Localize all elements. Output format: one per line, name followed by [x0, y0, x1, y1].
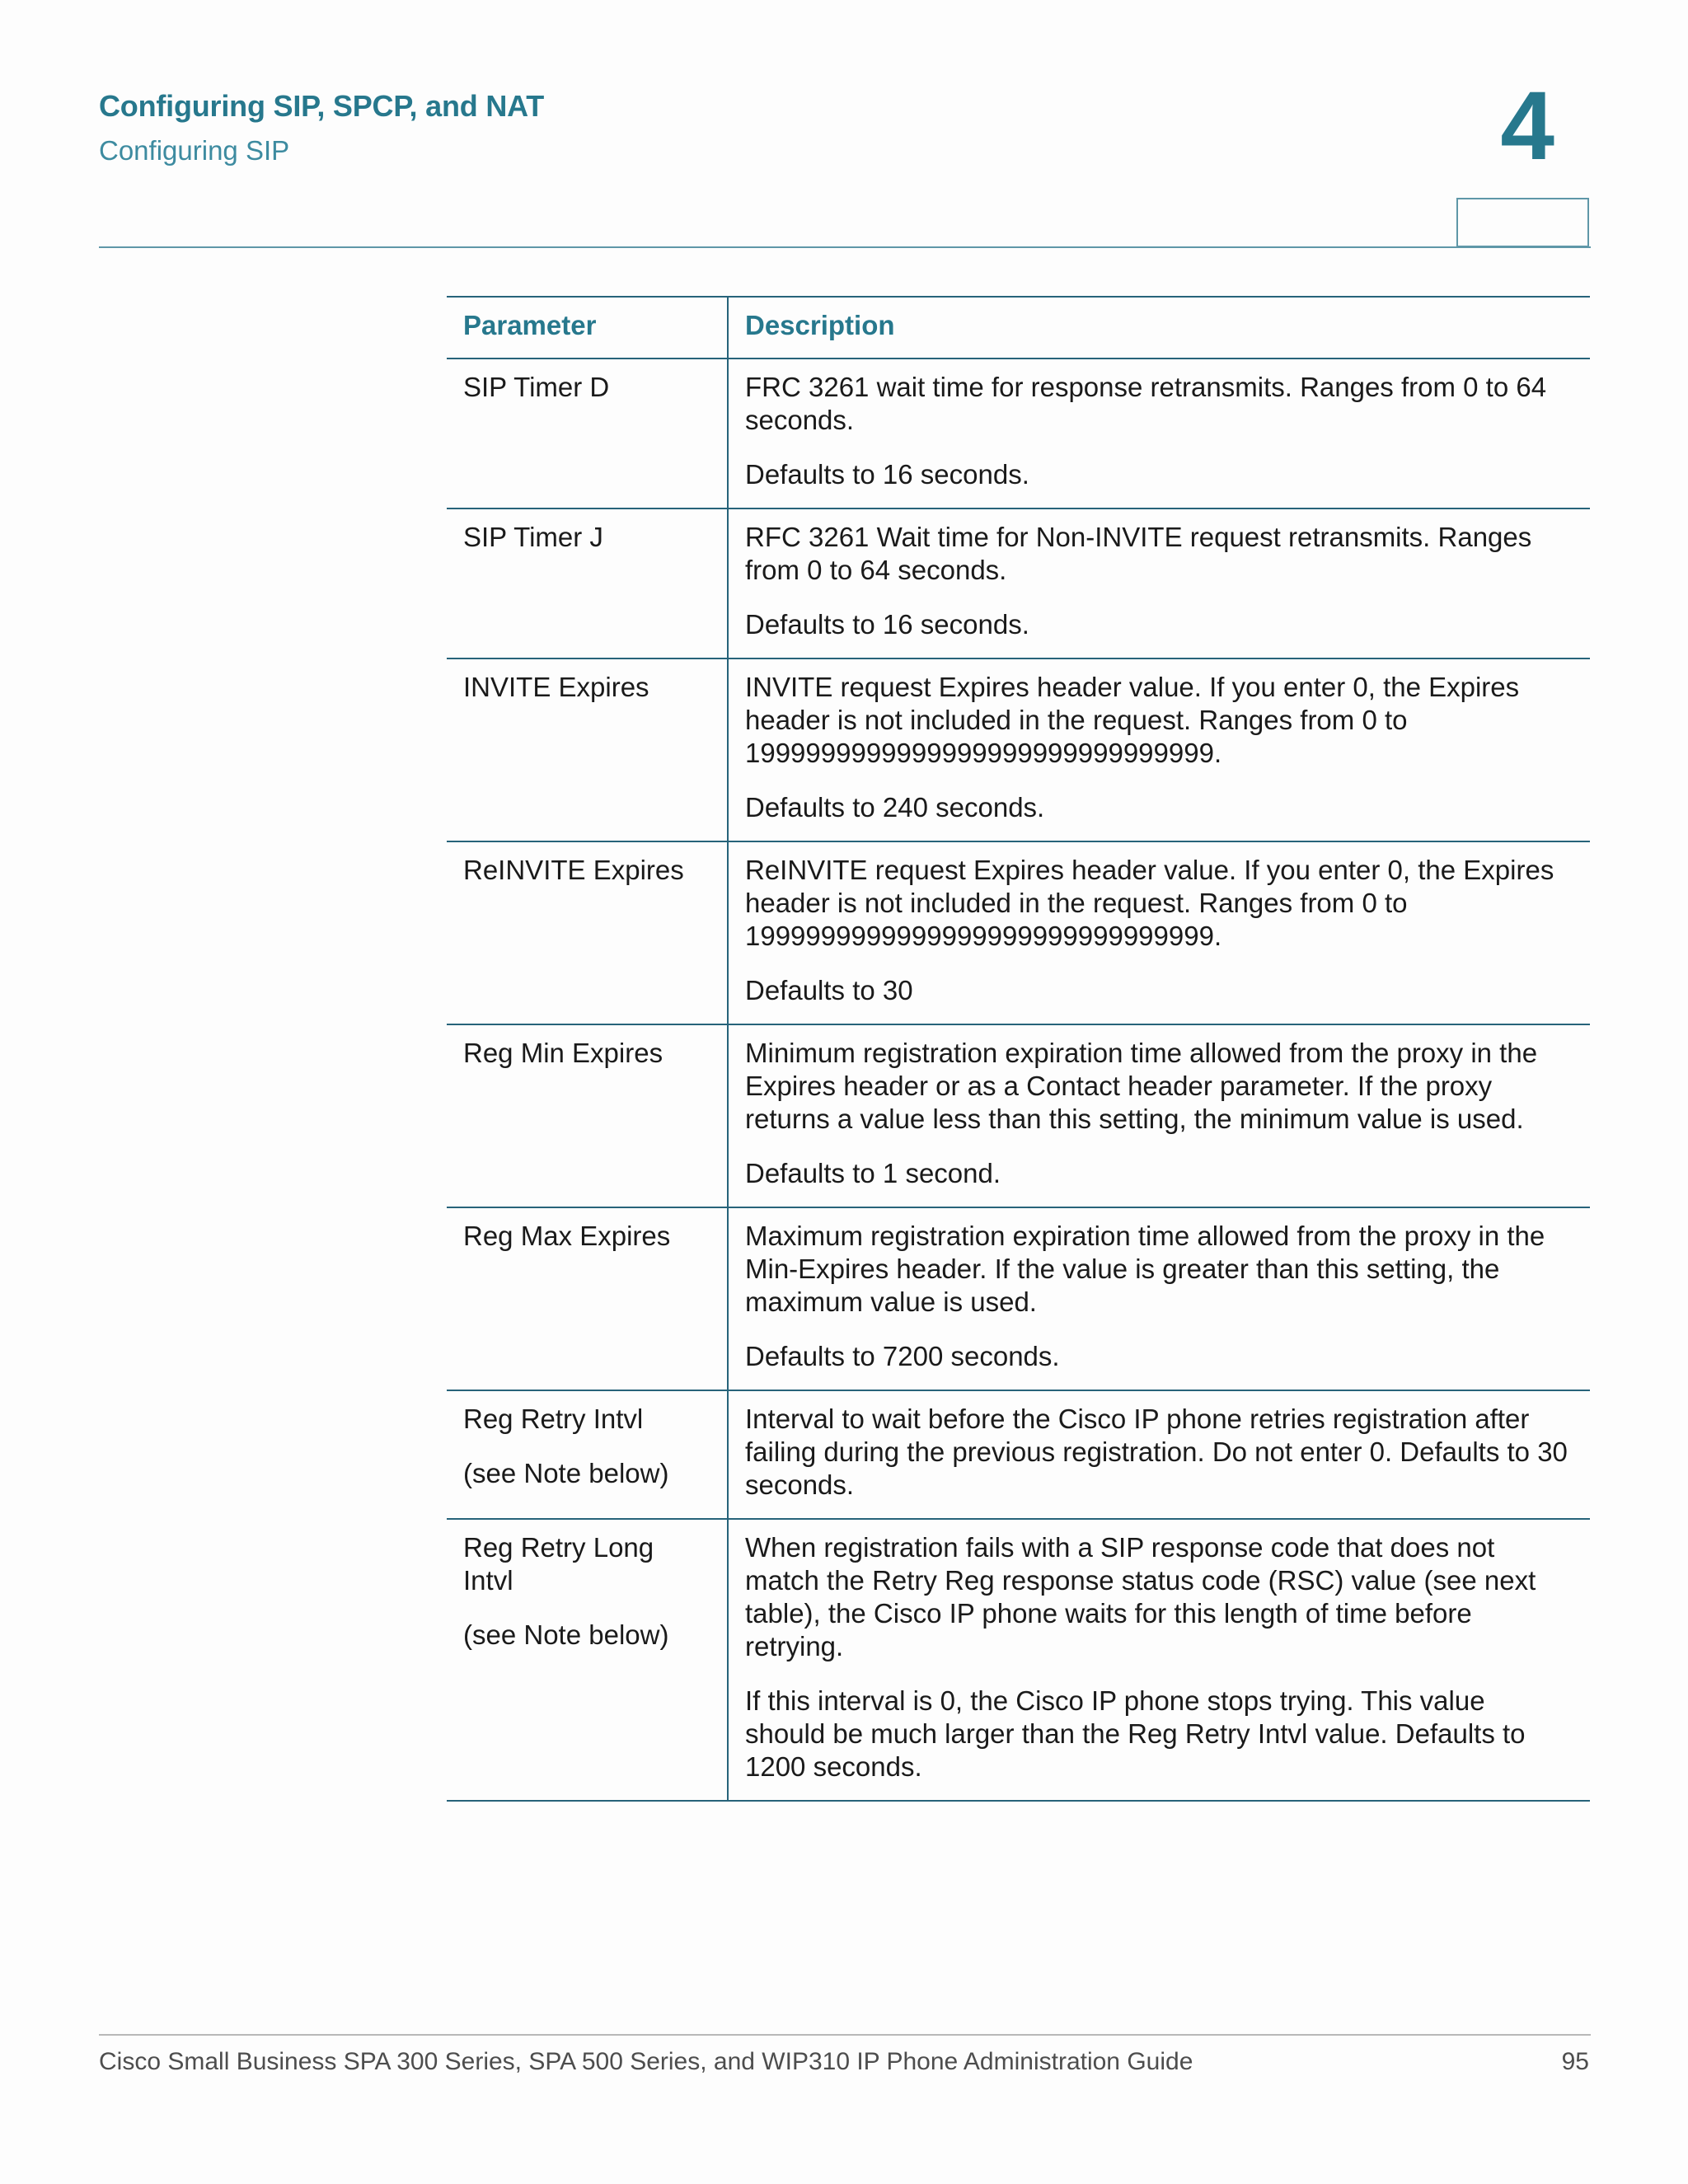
chapter-tab-box — [1456, 198, 1589, 247]
section-title: Configuring SIP — [99, 135, 290, 166]
description-cell — [728, 1207, 1590, 1390]
description-text: If this interval is 0, the Cisco IP phone stops trying. This value should be much larger than the Reg Retry Intvl value. Defaults to 1200 seconds. — [745, 1685, 1526, 1782]
parameter-text: Reg Min Expires — [463, 1038, 663, 1068]
description-text: When registration fails with a SIP response code that does not match the Retry Reg response status code (RSC) value (see next table), the Cisco IP phone waits for this length of time before retrying. — [745, 1532, 1536, 1661]
description-text: Defaults to 30 — [745, 975, 913, 1005]
footer-divider — [99, 2034, 1591, 2036]
description-cell — [728, 1519, 1590, 1801]
description-text: Defaults to 16 seconds. — [745, 459, 1029, 490]
description-cell — [728, 359, 1590, 509]
parameter-text: (see Note below) — [463, 1458, 669, 1488]
table-row — [447, 1390, 1590, 1519]
description-text: Defaults to 240 seconds. — [745, 792, 1045, 823]
parameter-cell — [447, 1024, 728, 1207]
description-cell — [728, 1024, 1590, 1207]
parameter-cell — [447, 359, 728, 509]
description-cell — [728, 841, 1590, 1024]
parameter-cell — [447, 658, 728, 841]
table-body — [447, 359, 1590, 1801]
parameter-cell — [447, 1207, 728, 1390]
page-header — [99, 72, 1591, 250]
table-row — [447, 841, 1590, 1024]
table-row — [447, 1519, 1590, 1801]
table-row — [447, 359, 1590, 509]
description-text: FRC 3261 wait time for response retransmits. Ranges from 0 to 64 seconds. — [745, 372, 1547, 435]
parameter-cell — [447, 1519, 728, 1801]
description-text: INVITE request Expires header value. If you enter 0, the Expires header is not included in the request. Ranges from 0 to 1999999999999999999999999999999. — [745, 672, 1520, 768]
description-text: ReINVITE request Expires header value. If you enter 0, the Expires header is not included in the request. Ranges from 0 to 1999999999999999999999999999999. — [745, 855, 1554, 951]
parameter-text: SIP Timer D — [463, 372, 610, 402]
description-cell — [728, 509, 1590, 658]
parameter-table — [447, 296, 1590, 1802]
header-divider — [99, 246, 1591, 248]
parameter-cell — [447, 509, 728, 658]
table-row — [447, 509, 1590, 658]
column-header-parameter: Parameter — [447, 297, 728, 359]
table-row — [447, 1207, 1590, 1390]
parameter-cell — [447, 841, 728, 1024]
parameter-text: Reg Retry Long Intvl — [463, 1532, 654, 1596]
column-header-description: Description — [745, 310, 895, 340]
table-header-row — [447, 297, 1590, 359]
parameter-text: (see Note below) — [463, 1619, 669, 1650]
chapter-title: Configuring SIP, SPCP, and NAT — [99, 89, 545, 123]
chapter-number: 4 — [1500, 72, 1554, 180]
description-text: Minimum registration expiration time allowed from the proxy in the Expires header or as a Contact header parameter. If the proxy returns a value less than this setting, the minimum value is used. — [745, 1038, 1538, 1134]
page-number: 95 — [1561, 2048, 1589, 2075]
description-text: Defaults to 7200 seconds. — [745, 1341, 1060, 1371]
table-row — [447, 658, 1590, 841]
description-cell — [728, 658, 1590, 841]
description-text: RFC 3261 Wait time for Non-INVITE request retransmits. Ranges from 0 to 64 seconds. — [745, 522, 1532, 585]
table-row — [447, 1024, 1590, 1207]
parameter-text: INVITE Expires — [463, 672, 649, 702]
description-text: Maximum registration expiration time allowed from the proxy in the Min-Expires header. If the value is greater than this setting, the maximum value is used. — [745, 1221, 1545, 1317]
description-text: Defaults to 16 seconds. — [745, 609, 1029, 640]
footer-guide-title: Cisco Small Business SPA 300 Series, SPA 500 Series, and WIP310 IP Phone Administration Guide — [99, 2048, 1193, 2075]
description-cell — [728, 1390, 1590, 1519]
description-text: Defaults to 1 second. — [745, 1158, 1001, 1188]
parameter-text: Reg Retry Intvl — [463, 1404, 644, 1434]
parameter-text: Reg Max Expires — [463, 1221, 671, 1251]
description-text: Interval to wait before the Cisco IP phone retries registration after failing during the previous registration. Do not enter 0. Defaults to 30 seconds. — [745, 1404, 1568, 1500]
parameter-cell — [447, 1390, 728, 1519]
parameter-text: ReINVITE Expires — [463, 855, 684, 885]
parameter-text: SIP Timer J — [463, 522, 603, 552]
